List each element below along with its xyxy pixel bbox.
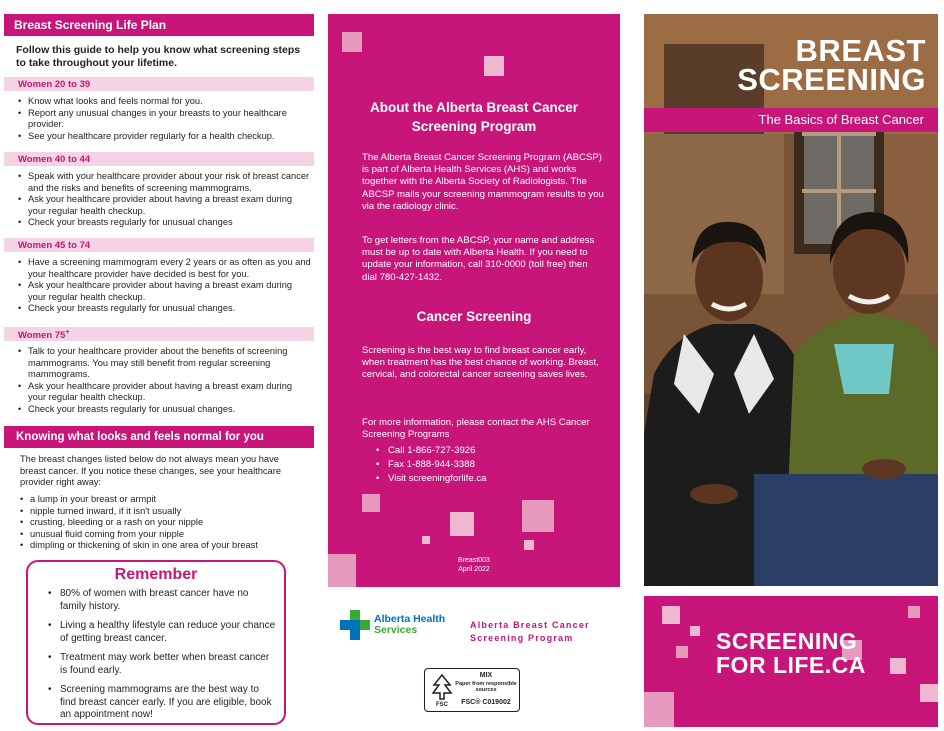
- list-item: • Report any unusual changes in your breasts to your healthcare provider.: [18, 108, 312, 131]
- fsc-license: FSC® C019002: [461, 699, 511, 706]
- list-item: • Talk to your healthcare provider about the benefits of screening mammograms. You may still benefit from regular screening mammograms.: [18, 346, 312, 381]
- decor-square: [890, 658, 906, 674]
- abcsp-line1: Alberta Breast Cancer: [470, 620, 590, 630]
- list-item: • unusual fluid coming from your nipple: [20, 529, 314, 541]
- document-code: [434, 556, 514, 574]
- age-group-45-74-list: [18, 257, 312, 315]
- contact-fax: • Fax 1-888-944-3388: [376, 458, 486, 472]
- fsc-tree-icon: [431, 673, 453, 707]
- program-info-panel: [328, 14, 620, 587]
- list-item: • Check your breasts regularly for unusual changes.: [18, 404, 312, 416]
- list-item: • dimpling or thickening of skin in one area of your breast: [20, 540, 314, 552]
- address-update-text: To get letters from the ABCSP, your name and address must be up to date with Alberta Health. If you need to update your information, call 310-0000 (toll free) then dial 780-427-1432.: [362, 235, 595, 283]
- list-item: • Ask your healthcare provider about having a breast exam during your regular health checkup.: [18, 280, 312, 303]
- list-item: • Ask your healthcare provider about having a breast exam during your regular health checkup.: [18, 381, 312, 404]
- age-group-20-39-heading: Women 20 to 39: [4, 77, 314, 91]
- list-item: • a lump in your breast or armpit: [20, 494, 314, 506]
- doc-code: Breast003: [458, 557, 490, 564]
- women-photo-illustration: [644, 14, 938, 586]
- life-plan-title: Breast Screening Life Plan: [4, 14, 314, 36]
- cancer-screening-title: Cancer Screening: [416, 309, 532, 324]
- remember-box: [26, 560, 286, 725]
- brand-line2: FOR LIFE.CA: [716, 652, 866, 678]
- decor-square: [522, 500, 554, 532]
- age-group-40-44-heading: Women 40 to 44: [4, 152, 314, 166]
- cover-title-line2: SCREENING: [737, 62, 926, 97]
- ahs-line1: Alberta Health: [374, 613, 446, 625]
- cover-photo: [644, 14, 938, 586]
- remember-title: Remember: [114, 566, 198, 583]
- cover-title: [737, 33, 926, 97]
- screening-for-life-logo: [716, 629, 866, 677]
- ahs-logo-text: [374, 614, 445, 636]
- contact-website: • Visit screeningforlife.ca: [376, 472, 486, 486]
- remember-list: [48, 588, 276, 722]
- knowing-normal-intro: The breast changes listed below do not always mean you have breast cancer. If you notice these changes, see your healthcare provider right away:: [20, 454, 281, 487]
- decor-square: [662, 606, 680, 624]
- age-group-20-39-list: [18, 96, 312, 142]
- decor-square: [524, 540, 534, 550]
- fsc-mix-text: [455, 673, 517, 694]
- ahs-line2: Services: [374, 624, 418, 636]
- decor-square: [362, 494, 380, 512]
- list-item: • Know what looks and feels normal for you.: [18, 96, 312, 108]
- decor-square: [484, 56, 504, 76]
- about-program-title: About the Alberta Breast Cancer Screening Program: [369, 100, 579, 134]
- list-item: • Check your breasts regularly for unusual changes: [18, 217, 312, 229]
- contact-list: [376, 444, 486, 486]
- decor-square: [328, 554, 356, 587]
- age-group-75-label: Women 75: [18, 330, 66, 342]
- life-plan-intro: Follow this guide to help you know what screening steps to take throughout your lifetime.: [16, 44, 301, 69]
- doc-date: April 2022: [458, 566, 490, 573]
- decor-square: [422, 536, 430, 544]
- contact-phone: • Call 1-866-727-3926: [376, 444, 486, 458]
- list-item: • Treatment may work better when breast cancer is found early.: [48, 652, 276, 677]
- decor-square: [644, 692, 674, 727]
- decor-square: [690, 626, 700, 636]
- decor-square: [450, 512, 474, 536]
- list-item: • Check your breasts regularly for unusual changes.: [18, 303, 312, 315]
- life-plan-panel: [4, 0, 314, 731]
- brand-line1: SCREENING: [716, 628, 858, 654]
- list-item: • See your healthcare provider regularly for a health checkup.: [18, 131, 312, 143]
- list-item: • Have a screening mammogram every 2 years or as often as you and your healthcare provider have decided is best for you.: [18, 257, 312, 280]
- list-item: • Screening mammograms are the best way to find breast cancer early. If you are eligible, book an appointment now!: [48, 684, 276, 722]
- list-item: • Speak with your healthcare provider about your risk of breast cancer and the risks and benefits of screening mammograms.: [18, 171, 312, 194]
- screening-for-life-banner: [644, 596, 938, 727]
- list-item: • nipple turned inward, if it isn't usually: [20, 506, 314, 518]
- about-program-text: The Alberta Breast Cancer Screening Program (ABCSP) is part of Alberta Health Services (AHS) and works together with the Alberta Society of Radiologists. The ABCSP mails your screening mammogram results to you via the radiology clinic.: [362, 152, 604, 212]
- cover-subtitle: The Basics of Breast Cancer: [644, 108, 938, 132]
- knowing-normal-title: Knowing what looks and feels normal for you: [4, 426, 314, 448]
- age-group-75-plus: +: [65, 329, 70, 336]
- cover-title-line1: BREAST: [795, 33, 926, 68]
- decor-square: [342, 32, 362, 52]
- fsc-certification-logo: [424, 668, 520, 712]
- fsc-sub-label: Paper from responsible sources: [455, 680, 517, 693]
- list-item: • Living a healthy lifestyle can reduce your chance of getting breast cancer.: [48, 620, 276, 645]
- decor-square: [908, 606, 920, 618]
- age-group-45-74-heading: Women 45 to 74: [4, 238, 314, 252]
- list-item: • Ask your healthcare provider about having a breast exam during your regular health checkup.: [18, 194, 312, 217]
- list-item: • crusting, bleeding or a rash on your nipple: [20, 517, 314, 529]
- fsc-mix-label: MIX: [479, 672, 493, 679]
- abcsp-line2: Screening Program: [470, 633, 574, 643]
- decor-square: [920, 684, 938, 702]
- abcsp-logo-text: [470, 619, 590, 645]
- decor-square: [676, 646, 688, 658]
- contact-intro-text: For more information, please contact the AHS Cancer Screening Programs: [362, 417, 590, 441]
- list-item: • 80% of women with breast cancer have no family history.: [48, 588, 276, 613]
- cancer-screening-text: Screening is the best way to find breast cancer early, when treatment has the best chance of working. Breast, cervical, and colorectal cancer screening saves lives.: [362, 345, 599, 381]
- age-group-40-44-list: [18, 171, 312, 229]
- age-group-75-list: [18, 346, 312, 415]
- age-group-75-heading: [4, 327, 314, 341]
- fsc-logo-text: FSC: [436, 702, 448, 707]
- breast-changes-list: [20, 494, 314, 552]
- ahs-cross-icon: [338, 608, 374, 644]
